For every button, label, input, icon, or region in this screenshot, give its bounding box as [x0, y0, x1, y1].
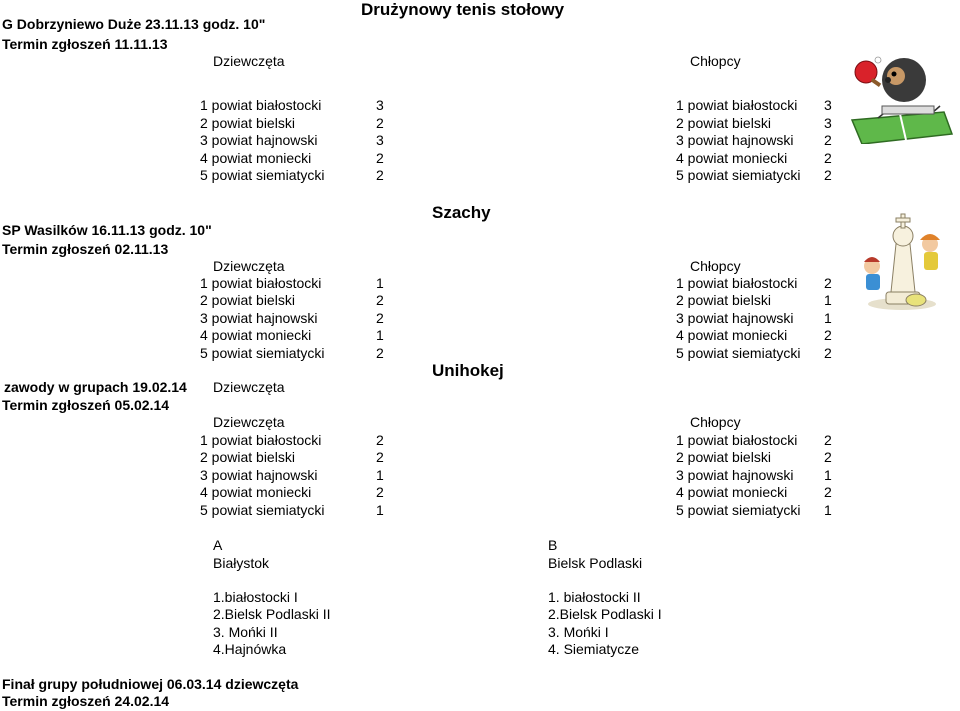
list-item-label: 5 powiat siemiatycki — [676, 167, 801, 183]
list-item-value: 1 — [824, 467, 832, 483]
list-item-label: 4 powiat moniecki — [200, 327, 312, 343]
group-a-name: A — [213, 537, 223, 553]
list-item-value: 2 — [824, 275, 832, 291]
list-item-label: 1 powiat białostocki — [200, 432, 322, 448]
floorball-title: Unihokej — [432, 361, 504, 380]
chess-venue: SP Wasilków 16.11.13 godz. 10" — [2, 222, 212, 238]
tennis-girls-header: Dziewczęta — [213, 53, 285, 69]
list-item-value: 1 — [376, 327, 384, 343]
list-item-label: 3 powiat hajnowski — [676, 467, 794, 483]
list-item-label: 2 powiat bielski — [200, 115, 295, 131]
chess-clipart — [858, 208, 954, 312]
list-item-value: 1 — [376, 467, 384, 483]
list-item-value: 2 — [376, 432, 384, 448]
list-item-label: 5 powiat siemiatycki — [676, 345, 801, 361]
group-a-team: 2.Bielsk Podlaski II — [213, 606, 331, 622]
list-item-label: 3 powiat hajnowski — [200, 467, 318, 483]
list-item-value: 2 — [824, 167, 832, 183]
group-b-name: B — [548, 537, 558, 553]
list-item-value: 2 — [824, 150, 832, 166]
list-item-label: 4 powiat moniecki — [676, 484, 788, 500]
group-b-team: 4. Siemiatycze — [548, 641, 640, 657]
list-item-value: 1 — [376, 275, 384, 291]
tennis-boys-header: Chłopcy — [690, 53, 741, 69]
list-item-value: 2 — [376, 150, 384, 166]
list-item-label: 1 powiat białostocki — [676, 432, 798, 448]
tennis-deadline: Termin zgłoszeń 11.11.13 — [2, 36, 168, 52]
list-item-label: 1 powiat białostocki — [200, 275, 322, 291]
list-item-value: 3 — [376, 97, 384, 113]
list-item-value: 2 — [376, 345, 384, 361]
list-item-label: 1 powiat białostocki — [676, 275, 798, 291]
floorball-deadline: Termin zgłoszeń 05.02.14 — [2, 397, 170, 413]
list-item-label: 5 powiat siemiatycki — [200, 502, 325, 518]
group-b-team: 3. Mońki I — [548, 624, 609, 640]
group-a-city: Białystok — [213, 555, 270, 571]
list-item-value: 2 — [824, 449, 832, 465]
list-item-value: 2 — [376, 310, 384, 326]
group-b-team: 1. białostocki II — [548, 589, 641, 605]
list-item-label: 5 powiat siemiatycki — [200, 167, 325, 183]
list-item-value: 3 — [376, 132, 384, 148]
list-item-value: 2 — [824, 432, 832, 448]
list-item-value: 1 — [376, 502, 384, 518]
list-item-value: 2 — [824, 132, 832, 148]
chess-deadline: Termin zgłoszeń 02.11.13 — [2, 241, 169, 257]
list-item-value: 1 — [824, 502, 832, 518]
final-info: Finał grupy południowej 06.03.14 dziewczęta — [2, 676, 299, 692]
list-item-label: 3 powiat hajnowski — [200, 310, 318, 326]
page-title: Drużynowy tenis stołowy — [361, 0, 565, 19]
final-deadline: Termin zgłoszeń 24.02.14 — [2, 693, 170, 709]
list-item-value: 1 — [824, 310, 832, 326]
floorball-boys-header: Chłopcy — [690, 414, 741, 430]
group-b-team: 2.Bielsk Podlaski I — [548, 606, 662, 622]
list-item-value: 2 — [376, 167, 384, 183]
list-item-label: 2 powiat bielski — [200, 449, 295, 465]
list-item-value: 3 — [824, 115, 832, 131]
list-item-value: 3 — [824, 97, 832, 113]
group-b-city: Bielsk Podlaski — [548, 555, 643, 571]
list-item-label: 2 powiat bielski — [676, 115, 771, 131]
list-item-value: 1 — [824, 292, 832, 308]
list-item-value: 2 — [824, 484, 832, 500]
floorball-groups-date: zawody w grupach 19.02.14 — [4, 379, 187, 395]
group-a-team: 4.Hajnówka — [213, 641, 287, 657]
floorball-girls-header: Dziewczęta — [213, 414, 285, 430]
group-a-team: 3. Mońki II — [213, 624, 278, 640]
list-item-value: 2 — [376, 292, 384, 308]
list-item-label: 4 powiat moniecki — [676, 327, 788, 343]
chess-title: Szachy — [432, 203, 491, 222]
net — [882, 106, 934, 114]
list-item-value: 2 — [376, 449, 384, 465]
ping-pong-table — [852, 112, 952, 144]
list-item-label: 5 powiat siemiatycki — [200, 345, 325, 361]
ball — [875, 57, 881, 63]
list-item-label: 4 powiat moniecki — [200, 484, 312, 500]
chess-boys-header: Chłopcy — [690, 258, 741, 274]
list-item-value: 2 — [824, 327, 832, 343]
list-item-label: 2 powiat bielski — [200, 292, 295, 308]
chess-girls-header: Dziewczęta — [213, 258, 285, 274]
list-item-label: 5 powiat siemiatycki — [676, 502, 801, 518]
list-item-label: 2 powiat bielski — [676, 449, 771, 465]
list-item-label: 3 powiat hajnowski — [676, 310, 794, 326]
list-item-value: 2 — [824, 345, 832, 361]
list-item-label: 3 powiat hajnowski — [676, 132, 794, 148]
list-item-label: 3 powiat hajnowski — [200, 132, 318, 148]
list-item-label: 2 powiat bielski — [676, 292, 771, 308]
list-item-label: 1 powiat białostocki — [676, 97, 798, 113]
list-item-label: 4 powiat moniecki — [676, 150, 788, 166]
group-a-team: 1.białostocki I — [213, 589, 298, 605]
chess-king-piece — [891, 244, 915, 292]
tennis-venue: G Dobrzyniewo Duże 23.11.13 godz. 10" — [2, 16, 266, 32]
table-tennis-clipart — [848, 50, 956, 144]
floorball-groups-label: Dziewczęta — [213, 379, 285, 395]
list-item-value: 2 — [376, 115, 384, 131]
list-item-label: 1 powiat białostocki — [200, 97, 322, 113]
list-item-label: 4 powiat moniecki — [200, 150, 312, 166]
list-item-value: 2 — [376, 484, 384, 500]
